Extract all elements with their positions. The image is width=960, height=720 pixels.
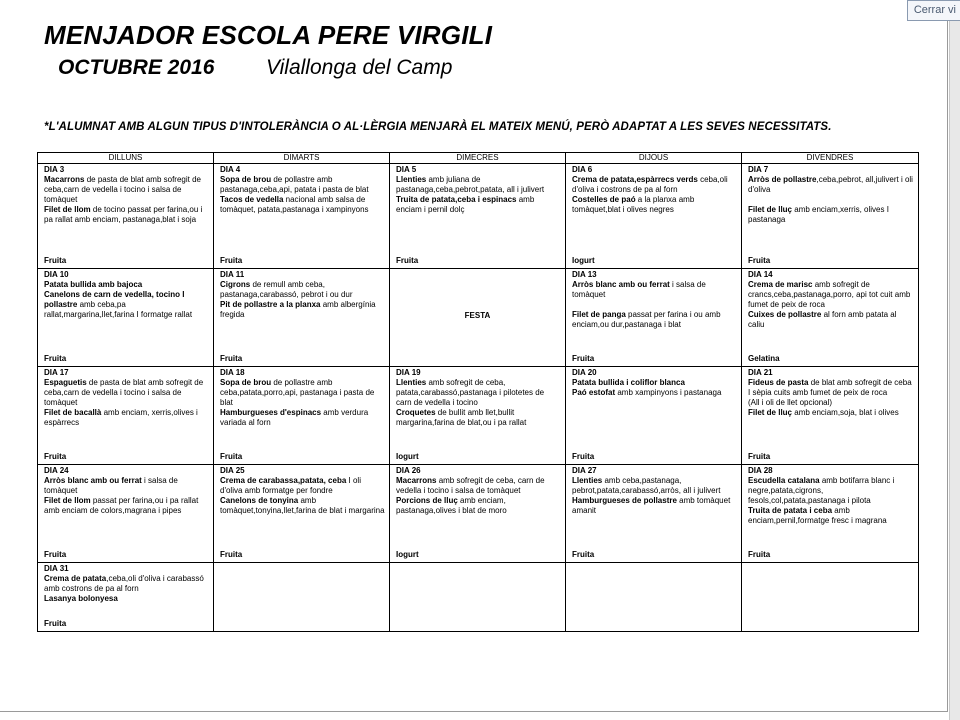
day-cell [742,269,919,367]
dish-name: Lasanya bolonyesa [44,594,118,603]
dessert-label: Fruita [220,452,243,461]
dish-item [748,506,914,526]
dessert-label: Fruita [44,550,67,559]
day-label: DIA 18 [220,368,245,377]
dish-item [44,378,209,408]
dish-item [572,310,737,330]
dessert-label: Fruita [220,256,243,265]
dessert-label: Fruita [396,256,419,265]
dish-description: amb sofregit de crancs,ceba,pastanaga,porro, api tot cuit amb fumet de peix de roca [748,280,911,309]
dish-name: Llenties [572,476,603,485]
dish-item [748,408,914,418]
day-label: DIA 10 [44,270,69,279]
dish-description: de pollastre amb ceba,patata,porro,api, pastanaga i pasta de blat [220,378,375,407]
day-label: DIA 31 [44,564,69,573]
dish-description: amb xampinyons i pastanaga [615,388,722,397]
day-label: DIA 26 [396,466,421,475]
dish-name: Espaguetis [44,378,87,387]
dish-item [396,378,561,408]
dish-item [44,290,209,320]
header-friday: DIVENDRES [742,153,919,164]
dish-name: Llenties [396,175,427,184]
dish-name: Crema de marisc [748,280,813,289]
dish-item [572,280,737,300]
weekday-header-row [38,153,919,164]
dish-name: Crema de carabassa,patata, ceba [220,476,347,485]
dish-description: amb ceba,pastanaga, pebrot,patata,carabassó,arròs, all i julivert [572,476,721,495]
dish-name: Filet de bacallà [44,408,102,417]
dish-name: Macarrons [44,175,85,184]
spacer [572,300,737,310]
day-label: DIA 20 [572,368,597,377]
dish-name: Fideus de pasta [748,378,809,387]
dish-name: Crema de patata,espàrrecs verds [572,175,698,184]
dish-description: amb enciam,soja, blat i olives [792,408,899,417]
dish-description: ,ceba,oli d'oliva i carabassó amb costrons de pa al forn [44,574,204,593]
day-cell [38,367,214,465]
dessert-label: Fruita [44,354,67,363]
dish-name: Canelons de tonyina [220,496,299,505]
day-cell [566,164,742,269]
day-label: DIA 28 [748,466,773,475]
dessert-label: Iogurt [396,550,419,559]
dish-item [44,205,209,225]
dish-item [748,398,914,408]
dessert-label: Fruita [220,550,243,559]
day-label: DIA 4 [220,165,241,174]
dessert-label: Fruita [572,452,595,461]
dish-description: al forn amb patata al caliu [748,310,897,329]
dish-name: Porcions de lluç [396,496,458,505]
dish-description: amb albergínia fregida [220,300,376,319]
day-cell [390,563,566,632]
dessert-label: Fruita [44,452,67,461]
day-label: DIA 13 [572,270,597,279]
dish-description: de remull amb ceba, pastanaga,carabassó, pebrot i ou dur [220,280,353,299]
dish-name: Crema de patata [44,574,107,583]
day-cell [566,367,742,465]
day-label: DIA 21 [748,368,773,377]
dish-name: Hamburgueses de pollastre [572,496,677,505]
vertical-scrollbar[interactable] [949,0,960,720]
day-label: DIA 14 [748,270,773,279]
day-cell [38,465,214,563]
week-row [38,465,919,563]
dish-name: Croquetes [396,408,436,417]
spacer [748,195,914,205]
dish-item [220,408,385,428]
town-label: Vilallonga del Camp [266,56,453,79]
dish-name: Arròs blanc amb ou ferrat [44,476,142,485]
header-thursday: DIJOUS [566,153,742,164]
dish-item [44,594,209,604]
dish-description: amb enciam,xerris, olives I pastanaga [748,205,889,224]
dish-item [220,280,385,300]
dish-item [572,496,737,516]
dish-description: nacional amb salsa de tomàquet, patata,pastanaga i xampinyons [220,195,369,214]
day-cell [566,465,742,563]
day-cell [214,465,390,563]
dish-name: Tacos de vedella [220,195,284,204]
dish-item [748,175,914,195]
day-cell [566,563,742,632]
dish-name: Filet de llom [44,205,91,214]
day-label: DIA 6 [572,165,593,174]
dish-name: Macarrons [396,476,437,485]
dessert-label: Iogurt [572,256,595,265]
day-cell [214,269,390,367]
dish-description: de bullit amb llet,bullit margarina,farina de blat,ou i pa rallat [396,408,527,427]
dish-description: i salsa de tomàquet [572,280,706,299]
dish-item [44,408,209,428]
dish-description: amb enciam,pernil,formatge fresc i magrana [748,506,887,525]
dish-name: Llenties [396,378,427,387]
menu-table [37,152,919,632]
dessert-label: Fruita [44,256,67,265]
dessert-label: Fruita [748,550,771,559]
holiday-label: FESTA [464,311,491,320]
dish-description: ,ceba,pebrot, all,julivert i oli d'oliva [748,175,913,194]
dish-description: de pasta de blat amb sofregit de ceba,carn de vedella i tocino i salsa de tomàquet [44,378,204,407]
week-row [38,164,919,269]
dish-name: Sopa de brou [220,378,272,387]
dish-name: Hamburgueses d'espinacs [220,408,322,417]
dish-name: Filet de lluç [748,408,793,417]
month-label: OCTUBRE 2016 [58,56,215,79]
close-window-tooltip: Cerrar vi [907,0,960,21]
dish-item [220,378,385,408]
dish-description: i salsa de tomàquet [44,476,178,495]
day-cell [742,465,919,563]
dish-item [748,378,914,398]
dish-item [396,175,561,195]
dish-description: amb ceba,pa rallat,margarina,llet,farina I formatge rallat [44,300,193,319]
day-cell [390,164,566,269]
dish-item [572,388,737,398]
dish-description: amb sofregit de ceba, carn de vedella i tocino i salsa de tomàquet [396,476,545,495]
dish-item [44,175,209,205]
day-cell [742,164,919,269]
day-label: DIA 17 [44,368,69,377]
day-label: DIA 11 [220,270,245,279]
header-wednesday: DIMECRES [390,153,566,164]
dish-name: Sopa de brou [220,175,272,184]
dish-name: Cigrons [220,280,251,289]
dish-description: amb botifarra blanc i negre,patata,cigrons, fesols,col,patata,pastanaga i pilota [748,476,895,505]
dish-description: amb tomàquet amanit [572,496,731,515]
day-cell [38,164,214,269]
dish-name: Filet de panga [572,310,626,319]
dish-name: Filet de lluç [748,205,793,214]
dish-item [44,496,209,516]
dish-description: de tocino passat per farina,ou i pa rallat amb enciam, pastanaga,blat i soja [44,205,203,224]
dish-item [396,195,561,215]
dish-description: amb juliana de pastanaga,ceba,pebrot,patata, all i julivert [396,175,545,194]
day-cell [566,269,742,367]
dish-item [44,476,209,496]
dessert-label: Fruita [572,550,595,559]
day-label: DIA 7 [748,165,769,174]
dish-item [396,496,561,516]
dish-item [572,175,737,195]
dish-description: de pollastre amb pastanaga,ceba,api, patata i pasta de blat [220,175,369,194]
dish-description: amb tomàquet,tonyina,llet,farina de blat i margarina [220,496,385,515]
day-label: DIA 5 [396,165,417,174]
day-label: DIA 27 [572,466,597,475]
dish-name: Truita de patata i ceba [748,506,833,515]
dish-description: passat per farina i ou amb enciam,ou dur,pastanaga i blat [572,310,721,329]
dish-name: Patata bullida i coliflor blanca [572,378,685,387]
dish-description: a la planxa amb tomàquet,blat i olives negres [572,195,695,214]
dish-description: de pasta de blat amb sofregit de ceba,carn de vedella i tocino i salsa de tomàquet [44,175,201,204]
dish-description: amb enciam, pastanaga,olives i blat de moro [396,496,507,515]
week-row [38,563,919,632]
day-cell [390,269,566,367]
day-label: DIA 3 [44,165,65,174]
dessert-label: Fruita [220,354,243,363]
dish-description: I oli d'oliva amb formatge per fondre [220,476,361,495]
dish-item [44,574,209,594]
dish-name: Canelons de carn de vedella, tocino I pollastre [44,290,185,309]
dish-item [572,195,737,215]
dish-item [748,476,914,506]
dish-item [220,496,385,516]
dish-item [572,378,737,388]
dish-name: Arròs blanc amb ou ferrat [572,280,670,289]
dish-description: amb sofregit de ceba, patata,carabassó,pastanaga i pilotetes de carn de vedella i tocino [396,378,545,407]
day-cell [38,269,214,367]
day-cell [742,563,919,632]
dish-item [220,476,385,496]
dessert-label: Fruita [748,256,771,265]
dish-name: Paó estofat [572,388,616,397]
day-label: DIA 25 [220,466,245,475]
dish-item [748,205,914,225]
day-label: DIA 24 [44,466,69,475]
week-row [38,269,919,367]
dish-name: Cuixes de pollastre [748,310,822,319]
week-row [38,367,919,465]
dish-item [396,408,561,428]
dish-name: Patata bullida amb bajoca [44,280,143,289]
day-cell [214,164,390,269]
dish-name: Arròs de pollastre [748,175,817,184]
dish-item [44,280,209,290]
dish-item [748,310,914,330]
dish-name: Filet de llom [44,496,91,505]
dish-name: Truita de patata,ceba i espinacs [396,195,517,204]
day-cell [214,563,390,632]
dish-description: amb enciam i pernil dolç [396,195,535,214]
day-cell [38,563,214,632]
dish-item [748,280,914,310]
dessert-label: Iogurt [396,452,419,461]
day-cell [390,465,566,563]
header-monday: DILLUNS [38,153,214,164]
dessert-label: Fruita [44,619,67,628]
dish-item [220,195,385,215]
page-title: MENJADOR ESCOLA PERE VIRGILI [44,20,493,50]
dish-description: de blat amb sofregit de ceba I sèpia cuits amb fumet de peix de roca [748,378,912,397]
dish-description: (All i oli de llet opcional) [748,398,833,407]
dish-item [572,476,737,496]
dish-item [220,175,385,195]
dish-description: ceba,oli d'oliva i costrons de pa al forn [572,175,728,194]
dish-description: passat per farina,ou i pa rallat amb enciam de colors,magrana i pipes [44,496,199,515]
dessert-label: Gelatina [748,354,780,363]
dessert-label: Fruita [572,354,595,363]
dish-name: Costelles de paó [572,195,636,204]
day-label: DIA 19 [396,368,421,377]
dish-item [220,300,385,320]
day-cell [214,367,390,465]
allergy-notice: *L'ALUMNAT AMB ALGUN TIPUS D'INTOLERÀNCIA O AL·LÈRGIA MENJARÀ EL MATEIX MENÚ, PERÒ ADAPTAT A LES SEVES NECESSITATS. [44,121,832,133]
dessert-label: Fruita [748,452,771,461]
dish-name: Pit de pollastre a la planxa [220,300,321,309]
day-cell [742,367,919,465]
dish-item [396,476,561,496]
dish-description: amb enciam, xerris,olives i espàrrecs [44,408,198,427]
header-tuesday: DIMARTS [214,153,390,164]
day-cell [390,367,566,465]
dish-name: Escudella catalana [748,476,820,485]
dish-description: amb verdura variada al forn [220,408,369,427]
